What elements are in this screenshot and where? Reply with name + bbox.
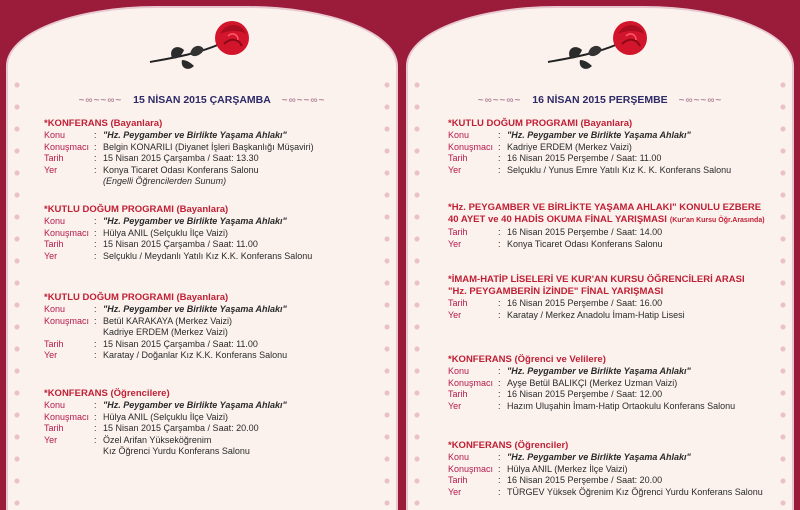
detail-colon: : — [94, 338, 97, 349]
detail-colon — [94, 446, 103, 458]
detail-row — [448, 142, 776, 154]
detail-value: "Hz. Peygamber ve Birlikte Yaşama Ahlakı" — [507, 366, 691, 376]
detail-colon: : — [498, 141, 501, 152]
detail-row — [448, 165, 776, 177]
detail-label: Tarih — [448, 227, 468, 237]
detail-colon: : — [94, 250, 97, 261]
floral-border-right — [776, 78, 790, 510]
detail-colon: : — [498, 153, 501, 164]
detail-colon: : — [94, 153, 97, 164]
detail-colon: : — [498, 377, 501, 388]
detail-row — [44, 165, 380, 177]
detail-value: Konya Ticaret Odası Konferans Salonu — [507, 238, 663, 249]
detail-value: Karatay / Merkez Anadolu İmam-Hatip Lisesi — [507, 309, 685, 320]
detail-value: "Hz. Peygamber ve Birlikte Yaşama Ahlakı" — [103, 130, 287, 140]
detail-label: Yer — [44, 250, 58, 261]
event-block — [44, 204, 380, 262]
detail-row — [44, 228, 380, 240]
detail-colon: : — [498, 486, 501, 497]
detail-colon: : — [498, 238, 501, 249]
event-title-line2 — [448, 286, 776, 298]
detail-colon: : — [94, 304, 97, 314]
detail-colon: : — [498, 400, 501, 411]
event-title: *KONFERANS (Öğrenci ve Velilere) — [448, 354, 606, 365]
detail-row — [448, 366, 776, 378]
floral-border-left — [410, 78, 424, 510]
detail-value: Hülya ANIL (Selçuklu İlçe Vaizi) — [103, 411, 229, 422]
detail-label: Konu — [448, 366, 470, 376]
event-title: *KONFERANS (Öğrenciler) — [448, 440, 569, 451]
detail-row — [44, 304, 380, 316]
detail-row — [44, 316, 380, 328]
detail-colon: : — [498, 452, 501, 462]
event-title: *KUTLU DOĞUM PROGRAMI (Bayanlara) — [448, 118, 633, 129]
detail-row — [44, 153, 380, 165]
detail-value: "Hz. Peygamber ve Birlikte Yaşama Ahlakı" — [103, 400, 287, 410]
detail-colon: : — [94, 400, 97, 410]
floral-border-left — [10, 78, 24, 510]
detail-colon: : — [94, 434, 97, 445]
detail-value: Karatay / Doğanlar Kız K.K. Konferans Salonu — [103, 350, 288, 361]
detail-label: Konuşmacı — [44, 141, 90, 152]
event-title: *KUTLU DOĞUM PROGRAMI (Bayanlara) — [44, 292, 229, 303]
detail-colon: : — [94, 130, 97, 140]
detail-row — [448, 239, 776, 251]
detail-label: Konuşmacı — [448, 463, 494, 474]
detail-row — [44, 339, 380, 351]
detail-value: "Hz. Peygamber ve Birlikte Yaşama Ahlakı" — [103, 304, 287, 314]
detail-row — [448, 298, 776, 310]
detail-row — [44, 350, 380, 362]
detail-colon: : — [498, 130, 501, 140]
detail-label: Tarih — [448, 475, 468, 486]
ornament-icon: ~∞~~∞~ — [477, 95, 522, 106]
date-text: 15 NİSAN 2015 ÇARŞAMBA — [133, 94, 271, 106]
detail-colon: : — [94, 141, 97, 152]
event-block — [44, 388, 380, 458]
detail-label: Konu — [448, 130, 470, 140]
detail-label: Konuşmacı — [44, 315, 90, 326]
detail-value: Kız Öğrenci Yurdu Konferans Salonu — [103, 446, 250, 457]
detail-row — [448, 378, 776, 390]
event-block — [448, 274, 776, 321]
detail-row — [448, 487, 776, 499]
detail-value: 15 Nisan 2015 Çarşamba / Saat: 13.30 — [103, 153, 259, 164]
detail-row — [448, 310, 776, 322]
detail-label: Yer — [448, 486, 462, 497]
detail-row — [44, 446, 380, 458]
detail-colon: : — [94, 350, 97, 361]
event-title-text: "Hz. PEYGAMBERİN İZİNDE" FİNAL YARIŞMASI — [448, 286, 664, 297]
ornament-icon: ~∞~~∞~ — [78, 95, 123, 106]
detail-label: Tarih — [44, 239, 64, 250]
detail-label: Tarih — [448, 389, 468, 400]
detail-label: Konuşmacı — [44, 411, 90, 422]
event-title-text: 40 AYET ve 40 HADİS OKUMA FİNAL YARIŞMASI — [448, 214, 667, 225]
detail-row — [44, 435, 380, 447]
detail-value: Hazım Uluşahin İmam-Hatip Ortaokulu Konferans Salonu — [507, 400, 736, 411]
detail-value: 16 Nisan 2015 Perşembe / Saat: 14.00 — [507, 227, 663, 237]
detail-label: Konu — [44, 400, 66, 410]
detail-label: Tarih — [448, 298, 468, 308]
detail-colon: : — [498, 164, 501, 175]
detail-row — [44, 176, 380, 188]
detail-colon: : — [498, 389, 501, 400]
rose-icon — [142, 14, 262, 74]
detail-value: 15 Nisan 2015 Çarşamba / Saat: 11.00 — [103, 338, 258, 349]
detail-value: Hülya ANIL (Merkez İlçe Vaizi) — [507, 463, 628, 474]
detail-colon: : — [94, 216, 97, 226]
rose-icon — [540, 14, 660, 74]
floral-border-right — [380, 78, 394, 510]
detail-label: Konu — [44, 304, 66, 314]
detail-value: 16 Nisan 2015 Perşembe / Saat: 20.00 — [507, 475, 663, 486]
event-title: *İMAM-HATİP LİSELERİ VE KUR'AN KURSU ÖĞRENCİLERİ ARASI — [448, 274, 745, 285]
detail-row — [44, 130, 380, 142]
detail-value: Özel Arifan Yükseköğrenim — [103, 434, 212, 445]
event-title-note: (Kur'an Kursu Öğr.Arasında) — [669, 217, 765, 224]
detail-label: Konu — [448, 452, 470, 462]
detail-value: Selçuklu / Yunus Emre Yatılı Kız K. K. Konferans Salonu — [507, 164, 732, 175]
detail-colon: : — [498, 227, 501, 237]
event-block — [448, 118, 776, 176]
ornament-icon: ~∞~~∞~ — [678, 95, 723, 106]
detail-value: 15 Nisan 2015 Çarşamba / Saat: 20.00 — [103, 423, 259, 434]
detail-label — [44, 176, 94, 188]
detail-row — [44, 327, 380, 339]
date-heading — [8, 94, 396, 106]
detail-value: (Engelli Öğrencilerden Sunum) — [103, 176, 227, 187]
detail-row — [448, 130, 776, 142]
detail-label: Tarih — [44, 338, 64, 349]
detail-value: Hülya ANIL (Selçuklu İlçe Vaizi) — [103, 227, 229, 238]
detail-label: Yer — [44, 164, 58, 175]
detail-colon: : — [94, 227, 97, 238]
detail-value: "Hz. Peygamber ve Birlikte Yaşama Ahlakı" — [507, 452, 691, 462]
detail-row — [448, 475, 776, 487]
detail-label: Yer — [448, 400, 462, 411]
detail-label: Konuşmacı — [448, 377, 494, 388]
detail-colon: : — [94, 239, 97, 250]
detail-value: Betül KARAKAYA (Merkez Vaizi) — [103, 315, 233, 326]
date-heading — [408, 94, 792, 106]
detail-colon: : — [498, 366, 501, 376]
detail-row — [44, 216, 380, 228]
detail-label: Tarih — [44, 423, 64, 434]
detail-colon: : — [94, 423, 97, 434]
event-title: *Hz. PEYGAMBER VE BİRLİKTE YAŞAMA AHLAKI" KONULU EZBERE — [448, 202, 762, 213]
detail-colon: : — [94, 164, 97, 175]
detail-row — [44, 400, 380, 412]
left-day-panel — [6, 6, 398, 510]
detail-value: 16 Nisan 2015 Perşembe / Saat: 12.00 — [507, 389, 663, 400]
event-block — [44, 118, 380, 188]
detail-value: Ayşe Betül BALIKÇI (Merkez Uzman Vaizi) — [507, 377, 678, 388]
detail-value: Selçuklu / Meydanlı Yatılı Kız K.K. Konferans Salonu — [103, 250, 313, 261]
detail-label: Konu — [44, 216, 66, 226]
event-block — [44, 292, 380, 362]
detail-value: TÜRGEV Yüksek Öğrenim Kız Öğrenci Yurdu Konferans Salonu — [507, 486, 763, 497]
event-title: *KONFERANS (Bayanlara) — [44, 118, 163, 129]
detail-label: Yer — [448, 238, 462, 249]
detail-value: 15 Nisan 2015 Çarşamba / Saat: 11.00 — [103, 239, 258, 250]
detail-label: Yer — [44, 434, 58, 445]
detail-value: Belgin KONARILI (Diyanet İşleri Başkanlığı Müşaviri) — [103, 141, 314, 152]
detail-colon — [94, 327, 103, 339]
detail-label: Tarih — [44, 153, 64, 164]
detail-value: 16 Nisan 2015 Perşembe / Saat: 16.00 — [507, 298, 663, 308]
detail-colon: : — [498, 463, 501, 474]
right-day-panel — [406, 6, 794, 510]
ornament-icon: ~∞~~∞~ — [281, 95, 326, 106]
detail-label: Yer — [44, 350, 58, 361]
detail-label: Yer — [448, 164, 462, 175]
detail-colon: : — [94, 411, 97, 422]
detail-row — [448, 452, 776, 464]
event-title: *KONFERANS (Öğrencilere) — [44, 388, 170, 399]
detail-label: Tarih — [448, 153, 468, 164]
detail-label: Yer — [448, 309, 462, 320]
detail-value: Kadriye ERDEM (Merkez Vaizi) — [103, 327, 228, 338]
event-title-line2 — [448, 214, 776, 227]
detail-row — [448, 464, 776, 476]
event-block — [448, 354, 776, 412]
event-title: *KUTLU DOĞUM PROGRAMI (Bayanlara) — [44, 204, 229, 215]
detail-row — [44, 251, 380, 263]
detail-label — [44, 327, 94, 339]
event-block — [448, 440, 776, 498]
detail-label — [44, 446, 94, 458]
detail-label: Konu — [44, 130, 66, 140]
detail-label: Konuşmacı — [44, 227, 90, 238]
detail-label: Konuşmacı — [448, 141, 494, 152]
detail-row — [448, 401, 776, 413]
detail-colon: : — [498, 309, 501, 320]
detail-row — [44, 239, 380, 251]
detail-row — [44, 412, 380, 424]
detail-row — [448, 153, 776, 165]
date-text: 16 NİSAN 2015 PERŞEMBE — [532, 94, 668, 106]
detail-value: Kadriye ERDEM (Merkez Vaizi) — [507, 141, 632, 152]
detail-colon: : — [498, 298, 501, 308]
detail-value: 16 Nisan 2015 Perşembe / Saat: 11.00 — [507, 153, 662, 164]
detail-value: "Hz. Peygamber ve Birlikte Yaşama Ahlakı" — [103, 216, 287, 226]
detail-colon: : — [498, 475, 501, 486]
event-block — [448, 202, 776, 250]
detail-row — [448, 389, 776, 401]
detail-value: "Hz. Peygamber ve Birlikte Yaşama Ahlakı" — [507, 130, 691, 140]
detail-colon — [94, 176, 103, 188]
detail-row — [44, 142, 380, 154]
detail-row — [44, 423, 380, 435]
detail-value: Konya Ticaret Odası Konferans Salonu — [103, 164, 259, 175]
detail-row — [448, 227, 776, 239]
detail-colon: : — [94, 315, 97, 326]
